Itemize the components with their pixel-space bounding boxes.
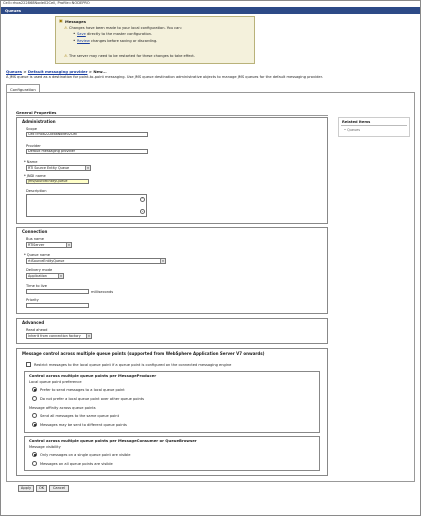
delivery-mode-value: Application (28, 274, 47, 278)
apply-button[interactable]: Apply (18, 485, 34, 492)
review-link[interactable]: Review (77, 39, 90, 43)
page-description: A JMS queue is used as a destination for point-to-point messaging. Use JMS queue destination administrative objects to manage JMS queues for the default messaging provider. (6, 75, 323, 79)
delivery-mode-select[interactable] (26, 273, 64, 279)
messages-heading: Messages (65, 19, 86, 24)
delivery-mode-label: Delivery mode (26, 268, 53, 272)
name-label: * Name (24, 160, 37, 164)
name-select[interactable] (26, 165, 91, 171)
breadcrumb (6, 69, 107, 74)
restart-line: The server may need to be restarted for these changes to take effect. (69, 54, 195, 58)
general-properties-heading: General Properties (16, 110, 57, 115)
different-queue-points-label: Messages may be sent to different queue points (40, 423, 127, 427)
same-queue-point-radio[interactable] (32, 413, 37, 418)
provider-field: Default messaging provider (26, 149, 148, 154)
scroll-up-icon[interactable]: ⌃ (141, 197, 144, 201)
cancel-button[interactable]: Cancel (49, 485, 69, 492)
related-items-title: Related Items (342, 120, 371, 124)
prefer-local-label: Prefer to send messages to a local queue point (40, 388, 125, 392)
chevron-down-icon: ▾ (58, 274, 63, 278)
cell-path: Cell=rhoa222868Node02Cell, Profile=NODEPRO (3, 1, 90, 5)
chevron-down-icon: ▾ (85, 166, 90, 170)
prefer-local-radio[interactable] (32, 387, 37, 392)
related-item-queues[interactable]: • Queues (344, 128, 360, 132)
producer-title: Control across multiple queue points per MessageProducer (29, 373, 157, 378)
review-line (77, 39, 157, 43)
bullet-icon: • (73, 38, 76, 43)
single-visible-label: Only messages on a single queue point are visible (40, 453, 131, 457)
bus-name-label: Bus name (26, 237, 44, 241)
same-queue-point-label: Send all messages to the same queue point (40, 414, 119, 418)
messages-line1: Changes have been made to your local configuration. You can: (69, 26, 182, 30)
breadcrumb-sep: > (87, 69, 94, 74)
restrict-local-label: Restrict messages to the local queue point if a queue point is configured on the connected messaging engine (34, 363, 232, 367)
breadcrumb-queues-link[interactable]: Queues (6, 69, 23, 74)
save-line (77, 32, 152, 36)
save-text: directly to the master configuration. (85, 32, 153, 36)
all-visible-radio[interactable] (32, 461, 37, 466)
queue-points-title: Message control across multiple queue points (supported from WebSphere Application Server V7 onwards) (22, 351, 265, 356)
no-prefer-local-label: Do not prefer a local queue point over other queue points (40, 397, 145, 401)
chevron-down-icon: ▾ (160, 259, 165, 263)
ok-button[interactable]: OK (36, 485, 47, 492)
page-title: Queues (5, 8, 22, 13)
all-visible-label: Messages on all queue points are visible (40, 462, 113, 466)
advanced-group (16, 318, 328, 344)
related-items-divider (341, 125, 407, 126)
bus-name-select[interactable] (26, 242, 72, 248)
warning-icon: ⚠ (64, 25, 68, 30)
provider-label: Provider (26, 144, 41, 148)
ttl-label: Time to live (26, 284, 48, 288)
priority-label: Priority (26, 298, 39, 302)
single-visible-radio[interactable] (32, 452, 37, 457)
bus-name-value: RTIServer (28, 243, 45, 247)
queue-name-select[interactable] (26, 258, 166, 264)
advanced-title: Advanced (22, 320, 45, 325)
breadcrumb-provider-link[interactable]: Default messaging provider (27, 69, 88, 74)
queue-name-label: * Queue name (24, 253, 50, 257)
breadcrumb-sep: > (22, 69, 28, 74)
read-ahead-value: Inherit from connection factory (28, 334, 81, 338)
bullet-icon: • (73, 31, 76, 36)
visibility-label: Message visibility (29, 445, 61, 449)
scroll-down-icon[interactable]: ⌄ (141, 209, 144, 213)
no-prefer-local-radio[interactable] (32, 396, 37, 401)
related-items-box (338, 117, 410, 137)
read-ahead-select[interactable] (26, 333, 92, 339)
description-label: Description (26, 189, 47, 193)
administration-title: Administration (22, 119, 56, 124)
jndi-label: * JNDI name (24, 174, 46, 178)
consumer-title: Control across multiple queue points per MessageConsumer or QueueBrowser (29, 438, 197, 443)
messages-box (55, 16, 255, 64)
tab-configuration[interactable]: Configuration (6, 84, 40, 92)
info-icon: ▣ (59, 18, 63, 23)
description-textarea[interactable] (26, 194, 147, 217)
general-properties-divider (16, 115, 328, 116)
restrict-local-checkbox[interactable] (26, 362, 31, 367)
jndi-name-input[interactable]: jms/sourceEntityQueue (26, 179, 89, 184)
ttl-input[interactable] (26, 289, 89, 294)
different-queue-points-radio[interactable] (32, 422, 37, 427)
save-link[interactable]: Save (77, 32, 86, 36)
warning-icon: ⚠ (64, 53, 68, 58)
queue-name-value: rtiSourceEntityQueue (28, 259, 65, 263)
scope-label: Scope (26, 127, 37, 131)
connection-title: Connection (22, 229, 48, 234)
read-ahead-label: Read ahead (26, 328, 48, 332)
priority-input[interactable] (26, 303, 89, 308)
related-item-queues-label: Queues (347, 128, 360, 132)
review-text: changes before saving or discarding. (89, 39, 158, 43)
scope-field: Cell=rhoa222868Node02Cell (26, 132, 148, 137)
connection-group (16, 227, 328, 314)
chevron-down-icon: ▾ (86, 334, 91, 338)
name-select-value: RTI Source Entity Queue (28, 166, 70, 170)
breadcrumb-current: New... (93, 69, 107, 74)
local-pref-label: Local queue point preference (29, 380, 82, 384)
affinity-label: Message affinity across queue points (29, 406, 96, 410)
page-title-bar (1, 7, 420, 14)
chevron-down-icon: ▾ (66, 243, 71, 247)
ttl-unit: milliseconds (91, 290, 114, 294)
